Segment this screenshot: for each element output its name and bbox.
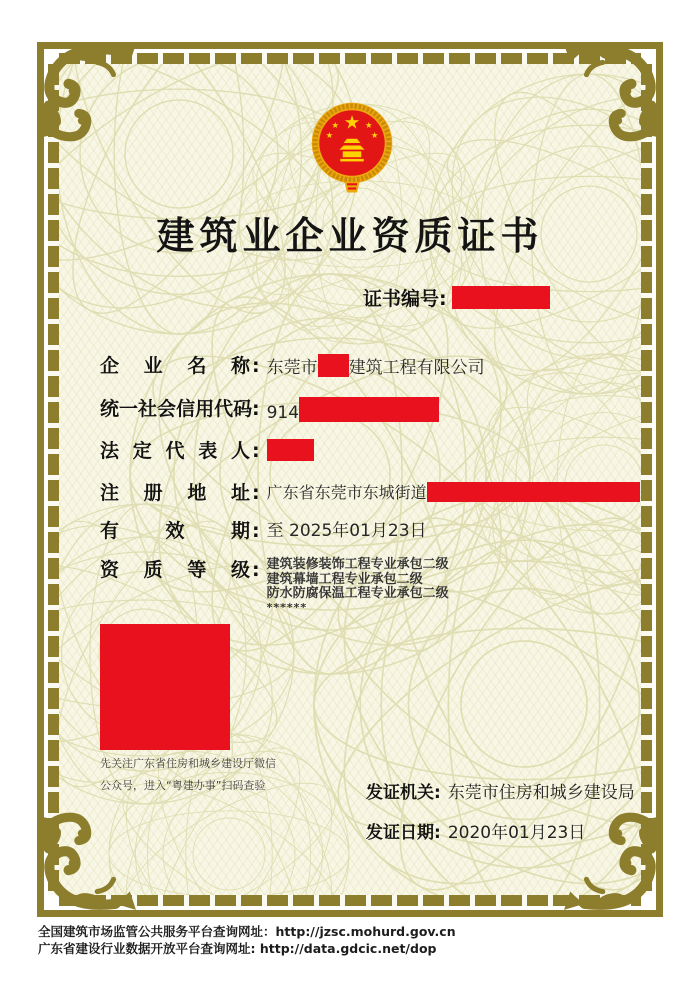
certificate-number-label: 证书编号: — [363, 288, 447, 310]
company-value-suffix: 建筑工程有限公司 — [348, 358, 485, 378]
field-colon: : — [252, 398, 260, 420]
issuing-authority-value: 东莞市住房和城乡建设局 — [447, 783, 635, 803]
field-colon: : — [252, 520, 260, 542]
corner-flourish-icon — [36, 812, 138, 914]
field-registered-address — [100, 481, 640, 505]
field-registered-address-value — [267, 481, 640, 505]
redaction-block — [267, 439, 314, 461]
field-qualification-grade — [100, 558, 449, 613]
issuing-authority-label: 发证机关: — [366, 783, 441, 803]
wechat-note-line2: 公众号，进入“粤建办事”扫码查验 — [100, 779, 266, 792]
frame-ladder-left — [48, 64, 59, 895]
field-legal-representative — [100, 439, 314, 464]
frame-ladder-top — [59, 53, 641, 64]
china-national-emblem-icon — [310, 101, 394, 195]
field-company-name-value — [267, 354, 485, 380]
redaction-block — [427, 482, 640, 502]
field-company-name — [100, 354, 485, 380]
footer-guangdong-label: 广东省建设行业数据开放平台查询网址: — [38, 940, 256, 956]
field-legal-representative-value — [267, 439, 314, 464]
field-validity-period — [100, 519, 427, 543]
field-validity-period-label: 有 效 期 — [100, 520, 250, 542]
redaction-block — [318, 354, 349, 377]
field-colon: : — [252, 355, 260, 377]
wechat-note-line1: 先关注广东省住房和城乡建设厅微信 — [100, 757, 276, 770]
qualification-line: 建筑幕墙工程专业承包二级 — [266, 571, 423, 587]
issue-date-row — [366, 818, 585, 843]
certificate-title: 建筑业企业资质证书 — [156, 214, 544, 258]
field-credit-code-value — [267, 397, 439, 425]
field-registered-address-label: 注 册 地 址 — [100, 482, 250, 504]
issue-date-label: 发证日期: — [366, 823, 441, 843]
field-validity-period-value: 至 2025年01月23日 — [266, 521, 427, 541]
frame-ladder-right — [641, 64, 652, 895]
address-value-prefix: 广东省东莞市东城街道 — [266, 483, 427, 502]
company-value-prefix: 东莞市 — [266, 358, 318, 378]
field-qualification-grade-label: 资 质 等 级 — [100, 559, 250, 581]
field-legal-representative-label: 法 定 代 表 人 — [100, 440, 250, 462]
qualification-line: 建筑装修装饰工程专业承包二级 — [266, 557, 449, 572]
certificate-number-row — [363, 284, 550, 311]
wechat-verification-note — [100, 753, 350, 797]
footer-line-guangdong — [38, 941, 456, 958]
frame-ladder-bottom — [59, 895, 641, 906]
field-credit-code-label: 统 一 社 会 信 用 代 码 — [100, 398, 253, 420]
footer-national-label: 全国建筑市场监管公共服务平台查询网址： — [38, 924, 276, 939]
footer-query-urls — [38, 924, 456, 957]
issuing-authority-row — [366, 778, 635, 803]
field-colon: : — [252, 440, 260, 462]
redaction-block — [299, 397, 439, 422]
redaction-block — [452, 286, 550, 309]
corner-flourish-icon — [562, 40, 664, 142]
field-colon: : — [252, 482, 260, 504]
field-qualification-grade-value — [267, 558, 449, 613]
footer-national-url: http://jzsc.mohurd.gov.cn — [275, 924, 456, 939]
footer-line-national — [38, 924, 456, 941]
qualification-line-asterisks: ****** — [266, 600, 308, 614]
redaction-block-qr-seal — [100, 624, 230, 750]
footer-guangdong-url: http://data.gdcic.net/dop — [259, 940, 437, 956]
issue-date-value: 2020年01月23日 — [447, 823, 586, 843]
field-company-name-label: 企 业 名 称 — [100, 355, 250, 377]
corner-flourish-icon — [36, 40, 138, 142]
field-credit-code — [100, 397, 439, 425]
credit-code-value-prefix: 914 — [266, 403, 300, 423]
field-colon: : — [252, 559, 260, 581]
qualification-line: 防水防腐保温工程专业承包二级 — [266, 586, 449, 601]
